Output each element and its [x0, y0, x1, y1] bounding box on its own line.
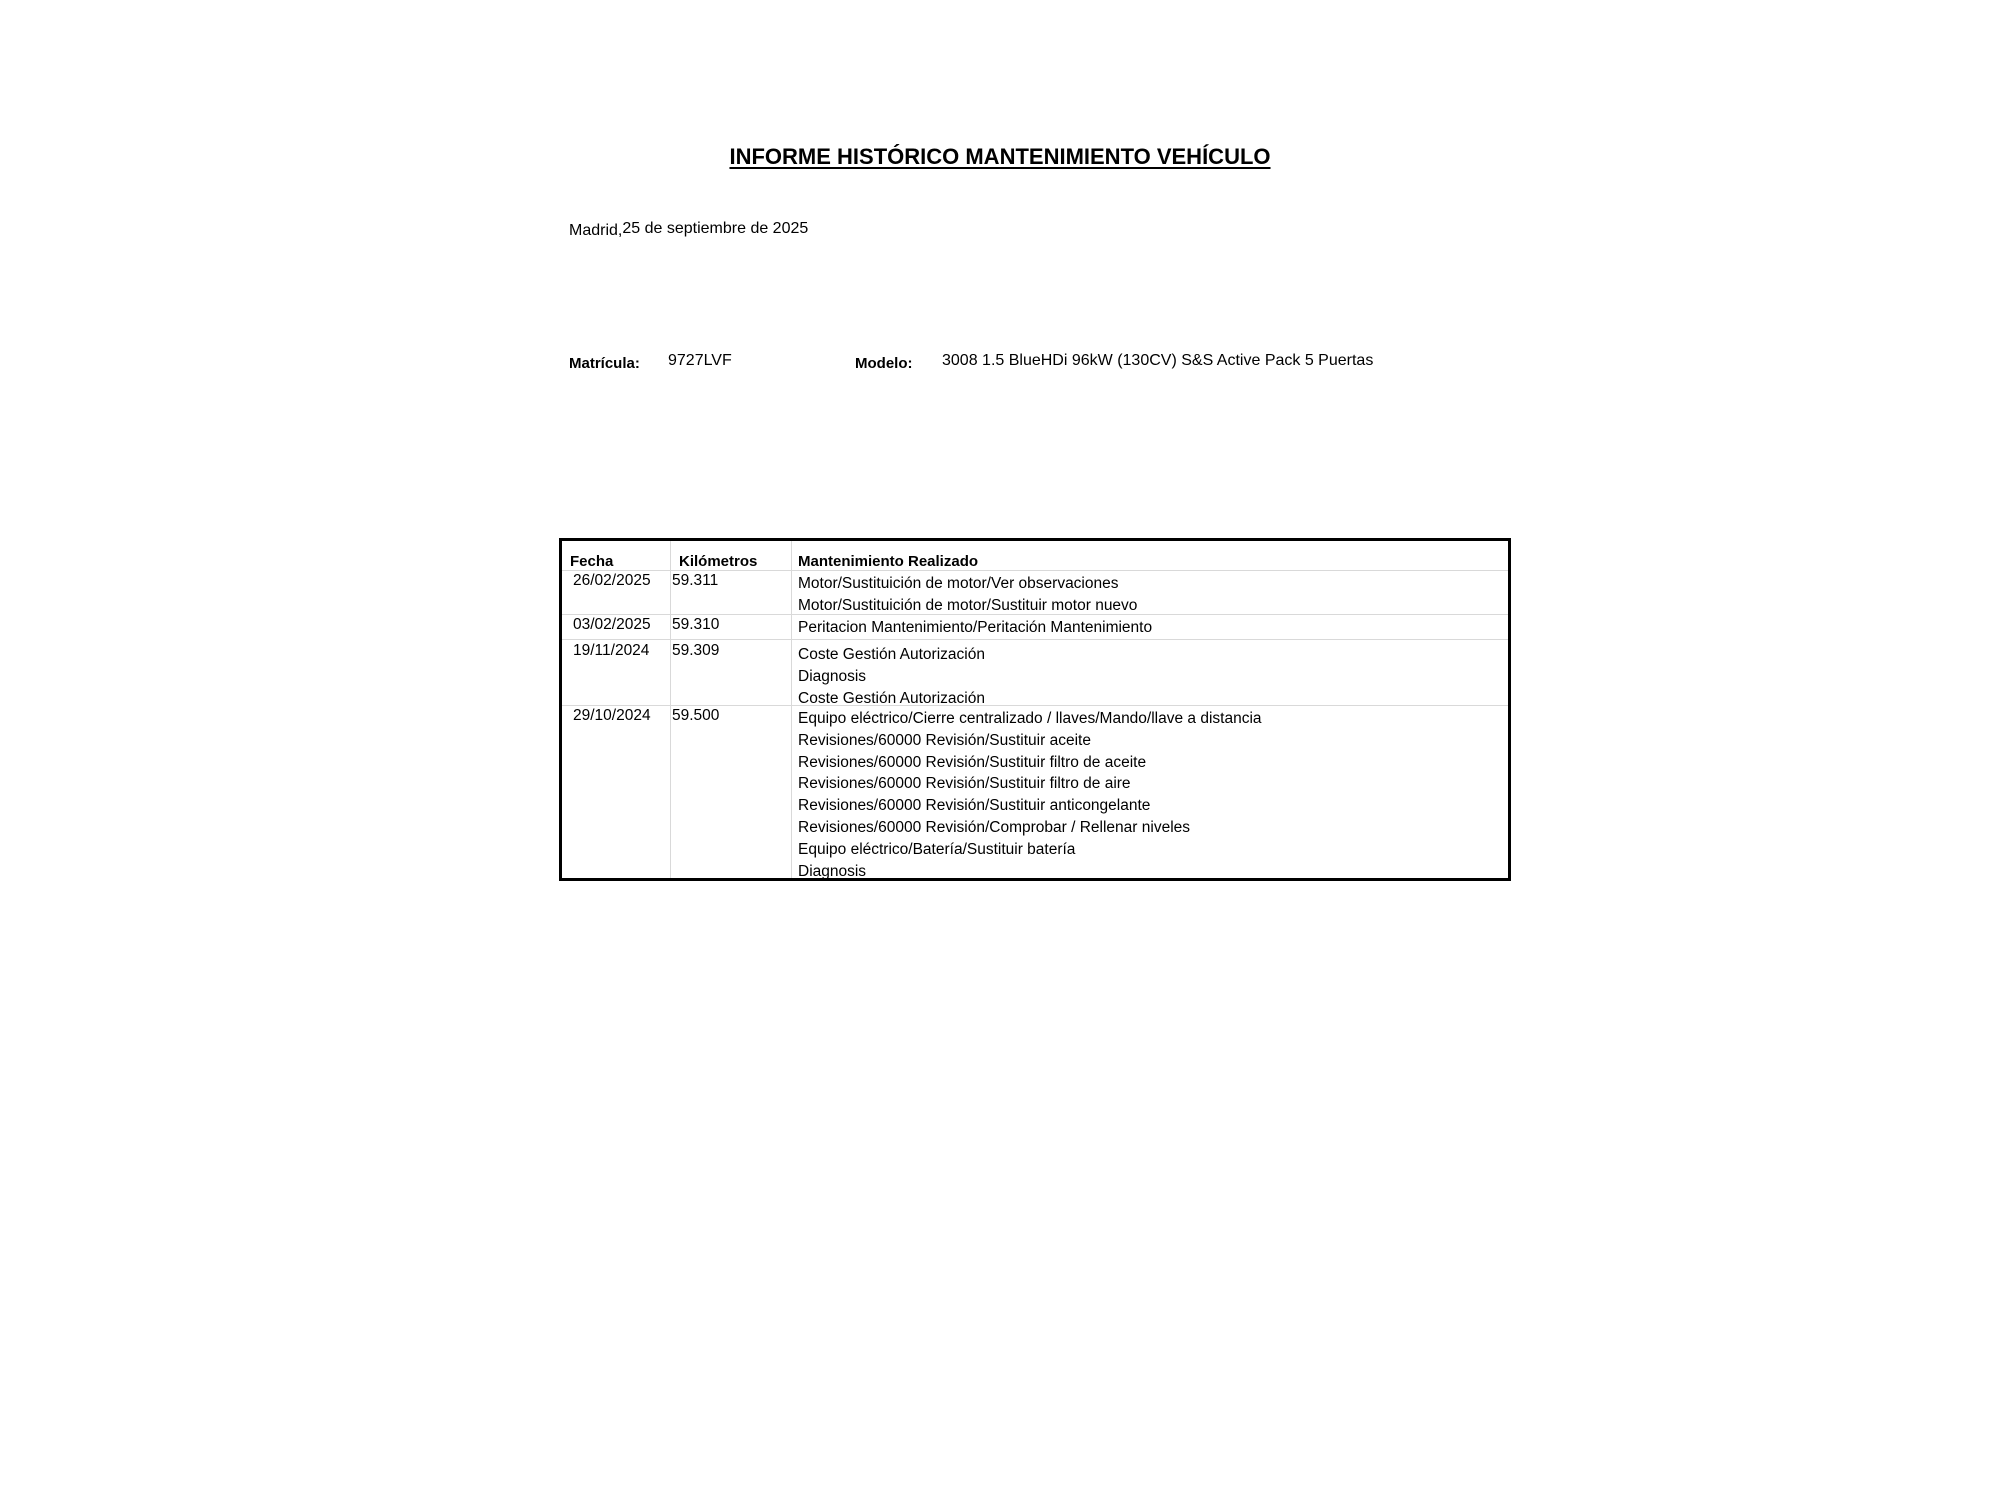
- row-tasks: [798, 617, 1152, 639]
- row-km: 59.310: [672, 616, 720, 633]
- task-item: Diagnosis: [798, 862, 867, 880]
- row-km: 59.500: [672, 707, 720, 724]
- row-separator: [562, 705, 1508, 706]
- task-item: Motor/Sustituición de motor/Sustituir motor nuevo: [798, 596, 1138, 614]
- task-item: Revisiones/60000 Revisión/Sustituir filtro de aire: [798, 775, 1131, 793]
- column-separator: [791, 541, 792, 878]
- header-km: Kilómetros: [679, 553, 758, 570]
- task-item: Revisiones/60000 Revisión/Comprobar / Rellenar niveles: [798, 818, 1191, 836]
- row-tasks: [798, 573, 1137, 617]
- task-item: Coste Gestión Autorización: [798, 689, 985, 707]
- header-maintenance: Mantenimiento Realizado: [798, 553, 979, 570]
- header-date: Fecha: [570, 553, 614, 570]
- row-date: 29/10/2024: [573, 707, 651, 724]
- task-item: Revisiones/60000 Revisión/Sustituir anticongelante: [798, 797, 1151, 815]
- row-km: 59.311: [672, 572, 719, 589]
- task-item: Motor/Sustituición de motor/Ver observaciones: [798, 575, 1119, 592]
- task-item: Revisiones/60000 Revisión/Sustituir filtro de aceite: [798, 753, 1147, 771]
- model-value: 3008 1.5 BlueHDi 96kW (130CV) S&S Active Pack 5 Puertas: [942, 352, 1374, 369]
- row-date: 03/02/2025: [573, 616, 651, 633]
- plate-value: 9727LVF: [668, 352, 732, 369]
- task-item: Equipo eléctrico/Batería/Sustituir batería: [798, 840, 1076, 858]
- row-separator: [562, 639, 1508, 640]
- plate-label: Matrícula:: [569, 355, 640, 372]
- task-item: Diagnosis: [798, 667, 867, 685]
- task-item: Revisiones/60000 Revisión/Sustituir aceite: [798, 731, 1091, 749]
- row-date: 26/02/2025: [573, 572, 651, 589]
- maintenance-table: [559, 538, 1511, 881]
- row-km: 59.309: [672, 642, 720, 659]
- model-label: Modelo:: [855, 355, 913, 372]
- row-tasks: [798, 644, 985, 709]
- task-item: Coste Gestión Autorización: [798, 646, 985, 663]
- report-date-line: [569, 220, 808, 238]
- report-title: INFORME HISTÓRICO MANTENIMIENTO VEHÍCULO: [729, 144, 1271, 169]
- row-date: 19/11/2024: [573, 642, 650, 659]
- row-separator: [562, 570, 1508, 571]
- row-tasks: [798, 708, 1262, 882]
- report-date: 25 de septiembre de 2025: [622, 220, 809, 237]
- report-city: Madrid,: [569, 222, 623, 239]
- column-separator: [670, 541, 671, 878]
- task-item: Peritacion Mantenimiento/Peritación Mantenimiento: [798, 619, 1153, 636]
- task-item: Equipo eléctrico/Cierre centralizado / llaves/Mando/llave a distancia: [798, 710, 1262, 727]
